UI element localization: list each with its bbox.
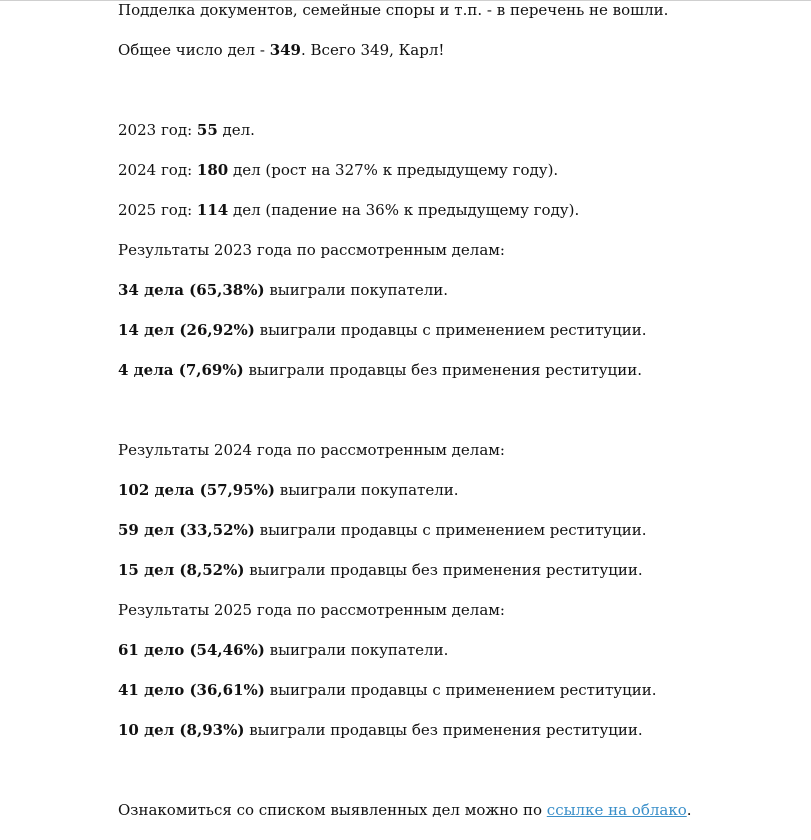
results-2023-item: 14 дел (26,92%) выиграли продавцы с применением реституции. [118, 321, 647, 339]
footer-line: Ознакомиться со списком выявленных дел можно по ссылке на облако. [118, 801, 692, 819]
results-2024-item: 102 дела (57,95%) выиграли покупатели. [118, 481, 459, 499]
year-2024-line: 2024 год: 180 дел (рост на 327% к предыдущему году). [118, 161, 559, 179]
results-2024-item: 15 дел (8,52%) выиграли продавцы без применения реституции. [118, 561, 643, 579]
results-2024-item: 59 дел (33,52%) выиграли продавцы с применением реституции. [118, 521, 647, 539]
results-2025-item: 61 дело (54,46%) выиграли покупатели. [118, 641, 449, 659]
results-2023-item: 34 дела (65,38%) выиграли покупатели. [118, 281, 449, 299]
year-2024-value: 180 [196, 161, 229, 179]
year-2023-value: 55 [196, 121, 218, 139]
total-cases-value: 349 [269, 41, 301, 59]
results-2023-heading: Результаты 2023 года по рассмотренным делам: [118, 241, 505, 259]
results-2024-heading: Результаты 2024 года по рассмотренным делам: [118, 441, 505, 459]
results-2025-item: 41 дело (36,61%) выиграли продавцы с применением реституции. [118, 681, 657, 699]
total-cases-line: Общее число дел - 349. Всего 349, Карл! [118, 41, 445, 59]
year-2023-line: 2023 год: 55 дел. [118, 121, 255, 139]
excluded-note: Подделка документов, семейные споры и т.п. - в перечень не вошли. [118, 1, 669, 19]
year-2025-value: 114 [196, 201, 229, 219]
year-2025-line: 2025 год: 114 дел (падение на 36% к предыдущему году). [118, 201, 580, 219]
results-2023-item: 4 дела (7,69%) выиграли продавцы без применения реституции. [118, 361, 642, 379]
results-2025-heading: Результаты 2025 года по рассмотренным делам: [118, 601, 505, 619]
cloud-link[interactable]: ссылке на облако [546, 801, 687, 819]
results-2025-item: 10 дел (8,93%) выиграли продавцы без применения реституции. [118, 721, 643, 739]
